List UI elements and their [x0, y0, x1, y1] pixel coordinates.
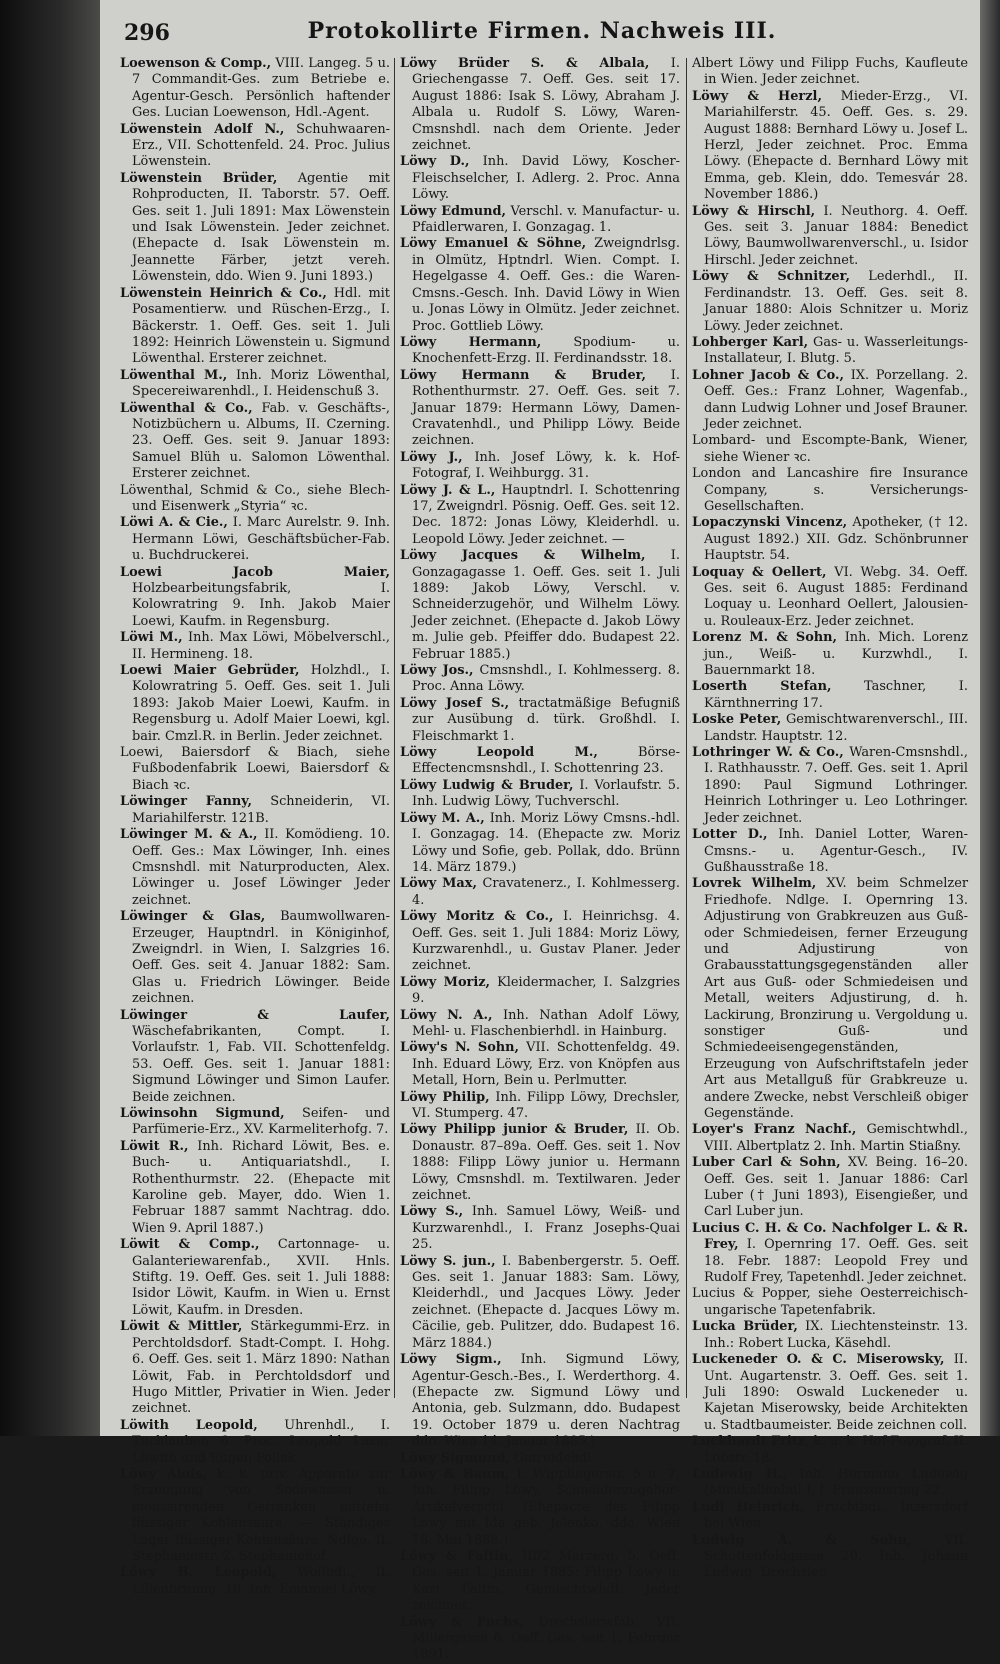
- firm-name: Lorenz M. & Sohn,: [692, 630, 838, 646]
- firm-name: Löwi M.,: [120, 630, 183, 646]
- directory-entry: [120, 1237, 390, 1319]
- directory-entry: [400, 548, 680, 663]
- directory-entry: [400, 368, 680, 450]
- directory-entry: [692, 745, 968, 827]
- entry-text: London and Lancashire fire Insurance Company, s. Versicherungs-Gesellschaften.: [692, 466, 968, 514]
- firm-name: Löwy Philip,: [400, 1089, 490, 1105]
- directory-entry: [692, 1319, 968, 1352]
- page-number: 296: [124, 20, 170, 46]
- firm-name: Loquay & Oellert,: [692, 564, 827, 580]
- directory-entry: [120, 401, 390, 483]
- entry-text: IX. Liechtensteinstr. 13. Inh.: Robert Lucka, Käsehdl.: [704, 1319, 968, 1351]
- entry-text: Inh. Richard Löwit, Bes. e. Buch- u. Antiquariatshdl., I. Rothenthurmstr. 22. (Ehepacte mit Karoline geb. Mayer, ddo. Wien 1. Februar 1887 sammt Nachtrag. ddo. Wien 9. April 1887.): [132, 1138, 390, 1236]
- column-divider: [686, 58, 687, 1398]
- directory-entry: [120, 56, 390, 122]
- firm-name: Löwy & Herzl,: [692, 88, 822, 104]
- firm-name: Loewi Jacob Maier,: [120, 564, 390, 580]
- entry-text: Inh. Hermann Ludewig (Musikalienhdl.), I. Franzensring 22.: [704, 1466, 968, 1499]
- directory-entry: [400, 1549, 680, 1615]
- firm-name: Löwy Josef S.,: [400, 695, 510, 711]
- entry-text: II. Unt. Augartenstr. 3. Oeff. Ges. seit 1. Juli 1890: Oswald Luckeneder u. Kajetan Miserowsky, beide Architekten u. Stadtbaumeister. Beide zeichnen coll.: [704, 1352, 968, 1433]
- firm-name: Löwy Jacques & Wilhelm,: [400, 548, 646, 564]
- entry-text: Gas- u. Wasserleitungs-Installateur, I. Blutg. 5.: [704, 334, 968, 367]
- directory-entry: [120, 122, 390, 171]
- directory-entry: [400, 1467, 680, 1549]
- directory-entry: [120, 630, 390, 663]
- directory-entry: [692, 515, 968, 564]
- entry-text: Loewi, Baiersdorf & Biach, siehe Fußbodenfabrik Loewi, Baiersdorf & Biach ꝛc.: [120, 745, 390, 793]
- firm-name: Löwy Edmund,: [400, 203, 506, 219]
- column-1: [120, 56, 391, 1597]
- entry-text: Lederhdl., II. Ferdinandstr. 13. Oeff. Ges. seit 8. Januar 1880: Alois Schnitzer u. Moriz Löwy. Jeder zeichnet.: [704, 269, 968, 334]
- directory-entry: [400, 778, 680, 811]
- directory-entry: [692, 466, 968, 515]
- firm-name: Löwy & Schnitzer,: [692, 269, 850, 285]
- firm-name: Löwy N. A.,: [400, 1007, 493, 1023]
- directory-entry: [120, 1139, 390, 1237]
- firm-name: Löwenthal M.,: [120, 367, 228, 383]
- entry-text: Inh. Nathan Adolf Löwy, Mehl- u. Flaschenbierhdl. in Hainburg.: [412, 1007, 680, 1039]
- firm-name: Löwy J. & L.,: [400, 482, 496, 498]
- firm-name: Loewi Maier Gebrüder,: [120, 663, 300, 679]
- entry-text: VII. Schottenfeldg. 49. Inh. Eduard Löwy, Erz. von Knöpfen aus Metall, Horn, Bein u. Perlmutter.: [412, 1040, 680, 1089]
- directory-entry: [120, 909, 390, 1007]
- directory-entry: [692, 1467, 968, 1500]
- firm-name: Löwit R.,: [120, 1138, 189, 1154]
- firm-name: Löwit & Mittler,: [120, 1319, 243, 1335]
- directory-entry: [120, 745, 390, 794]
- entry-text: Uhrenhdl., I. Tuchlauben 6. Proc. Leopold Lazar Löwith und Eugen Pollak.: [132, 1417, 390, 1466]
- firm-name: Löwy Max,: [400, 876, 477, 892]
- directory-entry: [400, 204, 680, 237]
- entry-text: Inh. Sigmund Löwy, Agentur-Gesch.-Bes., I. Werderthorg. 4. (Ehepacte zw. Sigmund Löwy und Antonia, geb. Sulzmann, ddo. Budapest 19. October 1879 u. deren Nachtrag ddo. Wien 14. Januar 1885.): [412, 1352, 680, 1450]
- entry-text: II. Ob. Donaustr. 87–89a. Oeff. Ges. seit 1. Nov 1888: Filipp Löwy junior u. Hermann Löwy, Cmsnshdl. m. Textilwaren. Jeder zeichnet.: [412, 1122, 680, 1204]
- entry-text: Spodium- u. Knochenfett-Erzg. II. Ferdinandsstr. 18.: [412, 334, 680, 367]
- entry-text: Cmsnshdl., I. Kohlmesserg. 8. Proc. Anna Löwy.: [412, 663, 680, 695]
- directory-entry: [692, 56, 968, 89]
- firm-name: Löwinger & Laufer,: [120, 1007, 390, 1023]
- directory-entry: [692, 630, 968, 679]
- entry-text: Gemischtwhdl., VIII. Albertplatz 2. Inh. Martin Stiaßny.: [704, 1122, 968, 1154]
- directory-entry: [400, 1352, 680, 1450]
- firm-name: Lucka Brüder,: [692, 1319, 798, 1335]
- entry-text: Schuhwaaren-Erz., VII. Schottenfeld. 24. Proc. Julius Löwenstein.: [132, 121, 390, 170]
- directory-entry: [400, 811, 680, 877]
- firm-name: Ludewig H.,: [692, 1466, 787, 1482]
- directory-entry: [120, 794, 390, 827]
- firm-name: Löwenstein Adolf N.,: [120, 121, 285, 137]
- directory-entry: [692, 712, 968, 745]
- entry-text: Gemischtwarenverschl., III. Landstr. Hauptstr. 12.: [704, 712, 968, 744]
- directory-entry: [120, 368, 390, 401]
- entry-text: I. Gonzagagasse 1. Oeff. Ges. seit 1. Juli 1889: Jakob Löwy, Verschl. v. Schneiderzugehör, und Wilhelm Löwy. Jeder zeichnet. (Ehepacte d. Jakob Löwy m. Julie geb. Pfeiffer ddo. Budapest 22. Februar 1885.): [412, 548, 680, 662]
- entry-text: Agentie mit Rohproducten, II. Taborstr. 57. Oeff. Ges. seit 1. Juli 1891: Max Löwenstein und Isak Löwenstein. Jeder zeichnet. (Ehepacte d. Isak Löwenstein m. Jeannette Färber, jetzt vereh. Löwenstein, ddo. Wien 9. Juni 1893.): [132, 170, 390, 285]
- firm-name: Löwith Leopold,: [120, 1417, 258, 1433]
- firm-name: Lovrek Wilhelm,: [692, 876, 817, 892]
- firm-name: Luckeneder O. & C. Miserowsky,: [692, 1352, 945, 1368]
- firm-name: Luckhardt Fritz,: [692, 1434, 810, 1450]
- entry-text: Inh. Moriz Löwenthal, Specereiwarenhdl., I. Heidenschuß 3.: [132, 367, 390, 400]
- directory-entry: [692, 1221, 968, 1287]
- entry-text: Inh. Samuel Löwy, Weiß- und Kurzwarenhdl., I. Franz Josephs-Quai 25.: [412, 1204, 680, 1253]
- entry-text: Börse-Effectencmsnshdl., I. Schottenring 23.: [412, 745, 680, 777]
- entry-text: II. Komödieng. 10. Oeff. Ges.: Max Löwinger, Inh. eines Cmsnshdl. mit Naturproducten, Alex. Löwinger u. Josef Löwinger Jeder zeichnet.: [132, 827, 390, 908]
- entry-text: Kleidermacher, I. Salzgries 9.: [412, 974, 680, 1007]
- firm-name: Löwy & Fuchs,: [400, 1614, 525, 1630]
- directory-entry: [400, 1615, 680, 1664]
- entry-text: Lucius & Popper, siehe Oesterreichisch-ungarische Tapetenfabrik.: [692, 1286, 968, 1318]
- entry-text: I. Opernring 17. Oeff. Ges. seit 18. Febr. 1887: Leopold Frey und Rudolf Frey, Tapetenhdl. Jeder zeichnet.: [704, 1237, 968, 1286]
- directory-entry: [400, 335, 680, 368]
- entry-text: Hauptndrl. I. Schottenring 17, Zweigndrl. Pösnig. Oeff. Ges. seit 12. Dec. 1872: Jonas Löwy, Kleiderhdl. u. Leopold Löwy. Jeder zeichnet. —: [412, 482, 680, 547]
- entry-text: Fruchthdl., Inzersdorf bei Wien.: [704, 1499, 968, 1532]
- entry-text: Mieder-Erzg., VI. Mariahilferstr. 45. Oeff. Ges. s. 29. August 1888: Bernhard Löwy u. Josef L. Herzl, Jeder zeichnet. Proc. Emma Löwy. (Ehepacte d. Bernhard Löwy mit Emma, geb. Klein, ddo. Temesvár 28. November 1886.): [704, 88, 968, 203]
- page-header: [124, 18, 960, 52]
- entry-text: Waren-Cmsnshdl., I. Rathhausstr. 7. Oeff. Ges. seit 1. April 1890: Paul Sigmund Lothringer. Heinrich Lothringer u. Leo Lothringer. Jeder zeichnet.: [704, 745, 968, 826]
- directory-entry: [120, 515, 390, 564]
- directory-entry: [400, 876, 680, 909]
- directory-entry: [692, 827, 968, 876]
- firm-name: Löwy & Faltin,: [400, 1548, 514, 1564]
- directory-entry: [692, 89, 968, 204]
- directory-entry: [120, 663, 390, 745]
- directory-entry: [692, 1122, 968, 1155]
- firm-name: Löwy Philipp junior & Bruder,: [400, 1122, 629, 1138]
- entry-text: Fab. v. Geschäfts-, Notizbüchern u. Albums, II. Czerning. 23. Oeff. Ges. seit 9. Januar 1893: Samuel Blüh u. Salomon Löwenthal. Ersterer zeichnet.: [132, 400, 390, 482]
- firm-name: Löwenthal & Co.,: [120, 400, 253, 416]
- entry-text: Albert Löwy und Filipp Fuchs, Kaufleute in Wien. Jeder zeichnet.: [692, 56, 968, 88]
- directory-entry: [400, 1254, 680, 1352]
- firm-name: Löwy Hermann & Bruder,: [400, 367, 646, 383]
- firm-name: Löwy Ludwig & Bruder,: [400, 777, 574, 793]
- entry-text: Inh. Mich. Lorenz jun., Weiß- u. Kurzwhdl., I. Bauernmarkt 18.: [704, 630, 968, 679]
- directory-entry: [692, 204, 968, 270]
- firm-name: Loserth Stefan,: [692, 679, 832, 695]
- directory-entry: [692, 368, 968, 434]
- directory-entry: [400, 154, 680, 203]
- entry-text: I. Vorlaufstr. 5. Inh. Ludwig Löwy, Tuchverschl.: [412, 777, 680, 810]
- firm-name: Loewenson & Comp.,: [120, 56, 272, 71]
- directory-entry: [692, 1352, 968, 1434]
- entry-text: Inh. Josef Löwy, k. k. Hof-Fotograf, I. Weihburgg. 31.: [412, 449, 681, 482]
- running-title: Protokollirte Firmen. Nachweis III.: [307, 18, 777, 44]
- entry-text: IX. Porzellang. 2. Oeff. Ges.: Franz Lohner, Wagenfab., dann Ludwig Lohner und Josef Brauner. Jeder zeichnet.: [704, 367, 968, 432]
- directory-entry: [400, 1204, 680, 1253]
- entry-text: III/2 Marzerg. 5. Oeff. Ges. seit 1. Januar 1885: Filipp Löwy u. Karl Faltin, Gemischtwhdl. Jeder zeichnet.: [412, 1548, 680, 1614]
- entry-text: k. k. priv. Apparate zur Erzeugung von Sodawasser u. moussirenden Getränken mittelst flüssiger Kohlensäure. — Ständiges Lager flüssiger Kohlensäure, Ndlge. II. Stephaniestr. 2. Stephaniehof.: [132, 1466, 390, 1564]
- firm-name: Löwi A. & Cie.,: [120, 515, 228, 531]
- directory-entry: [120, 827, 390, 909]
- firm-name: Löwenstein Brüder,: [120, 170, 278, 186]
- directory-entry: [120, 171, 390, 286]
- directory-entry: [120, 1319, 390, 1417]
- directory-entry: [400, 1090, 680, 1123]
- firm-name: Löwy J.,: [400, 449, 463, 465]
- entry-text: VIII. Langeg. 5 u. 7 Commandit-Ges. zum Betriebe e. Agentur-Gesch. Persönlich haftender Ges. Lucian Loewenson, Hdl.-Agent.: [132, 56, 390, 121]
- firm-name: Ludwig A. & Sohn,: [692, 1532, 912, 1548]
- firm-name: Löwinger Fanny,: [120, 794, 252, 810]
- entry-text: Inh. Moriz Löwy Cmsns.-hdl. I. Gonzagag. 14. (Ehepacte zw. Moriz Löwy und Sofie, geb. Pollak, ddo. Brünn 14. März 1879.): [412, 810, 680, 875]
- entry-text: Holzhdl., I. Kolowratring 5. Oeff. Ges. seit 1. Juli 1893: Jakob Maier Loewi, Kaufm. in Regensburg u. Adolf Maier Loewi, kgl. bair. Cmzl.R. in Berlin. Jeder zeichnet.: [132, 663, 390, 744]
- entry-text: Holzbearbeitungsfabrik, I. Kolowratring 9. Inh. Jakob Maier Loewi, Kaufm. in Regensburg.: [132, 581, 390, 629]
- directory-entry: [400, 663, 680, 696]
- entry-text: Inh. Max Löwi, Möbelverschl., II. Hermineng. 18.: [132, 630, 391, 662]
- directory-entry: [692, 679, 968, 712]
- directory-entry: [692, 1533, 968, 1582]
- entry-text: Löwenthal, Schmid & Co., siehe Blech- und Eisenwerk „Styria“ ꝛc.: [120, 482, 390, 514]
- entry-text: VI. Webg. 34. Oeff. Ges. seit 6. August 1885: Ferdinand Loquay u. Leonhard Oellert, Jalousien- u. Rouleaux-Erz. Jeder zeichnet.: [704, 564, 968, 629]
- firm-name: Löwit & Comp.,: [120, 1237, 260, 1253]
- firm-name: Löwenstein Heinrich & Co.,: [120, 285, 327, 301]
- entry-text: Drechslerwfab., VII. Millergasse 6. Oeff. Ges. seit 1. Februar 1891:: [412, 1614, 680, 1663]
- firm-name: Lotter D.,: [692, 827, 768, 843]
- firm-name: Löwinsohn Sigmund,: [120, 1106, 285, 1121]
- entry-text: I. Griechengasse 7. Oeff. Ges. seit 17. August 1886: Isak S. Löwy, Abraham J. Albala u. Rudolf S. Löwy, Waren-Cmsnshdl. nach dem Oriente. Jeder zeichnet.: [412, 56, 680, 154]
- entry-text: tractatmäßige Befugniß zur Ausübung d. türk. Großhdl. I. Fleischmarkt 1.: [412, 695, 680, 744]
- entry-text: Verschl. v. Manufactur- u. Pfaidlerwaren, I. Gonzagag. 1.: [412, 203, 680, 236]
- page-edge: [980, 0, 1000, 1436]
- entry-text: I. Babenbergerstr. 5. Oeff. Ges. seit 1. Januar 1883: Sam. Löwy, Kleiderhdl., und Jacques Löwy. Jeder zeichnet. (Ehepacte d. Jacques Löwy m. Cäcilie, geb. Pulitzer, ddo. Budapest 16. März 1884.): [412, 1253, 680, 1351]
- entry-text: Hdl. mit Posamentierw. und Rüschen-Erzg., I. Bäckerstr. 1. Oeff. Ges. seit 1. Juli 1892: Heinrich Löwenstein u. Sigmund Löwenthal. Ersterer zeichnet.: [132, 285, 390, 367]
- directory-entry: [692, 1434, 968, 1467]
- firm-name: Löwy Brüder S. & Albala,: [400, 56, 650, 71]
- firm-name: Ludl Heinrich,: [692, 1499, 805, 1515]
- directory-entry: [120, 1008, 390, 1106]
- firm-name: Löwy Sigmund,: [400, 1450, 510, 1466]
- entry-text: XV. beim Schmelzer Friedhofe. Ndlge. I. Opernring 13. Adjustirung von Grabkreuzen aus Guß- oder Schmiedeisen, ferner Erzeugung und Adjustirung von Grabausstattungsgegenständen aller Art aus Guß- oder Schmiedeisen und Metall, weiters Adjustirung, d. h. Lackirung, Bronzirung u. Vergoldung u. sonstiger Guß- und Schmiedeeisengegenständen, Erzeugung von Aufschriftstafeln jeder Art aus Metallguß für Grabkreuze u. andere Zwecke, nebst Verschleiß obiger Gegenstände.: [704, 876, 968, 1121]
- directory-entry: [400, 450, 680, 483]
- firm-name: Löwy's N. Sohn,: [400, 1040, 520, 1056]
- directory-entry: [400, 1008, 680, 1041]
- entry-text: Cartonnage- u. Galanteriewarenfab., XVII. Hnls. Stiftg. 19. Oeff. Ges. seit 1. Juli 1888: Isidor Löwit, Kaufm. in Wien u. Ernst Löwit, Kaufm. in Dresden.: [132, 1237, 390, 1318]
- firm-name: Löwy & Hirschl,: [692, 203, 816, 219]
- directory-entry: [120, 1418, 390, 1467]
- firm-name: Löwinger & Glas,: [120, 909, 266, 925]
- entry-text: Inh. David Löwy, Koscher-Fleischselcher, I. Adlerg. 2. Proc. Anna Löwy.: [412, 154, 680, 203]
- directory-entry: [692, 876, 968, 1122]
- entry-text: I. Rothenthurmstr. 27. Oeff. Ges. seit 7. Januar 1879: Hermann Löwy, Damen-Cravatenhdl., und Philipp Löwy. Beide zeichnen.: [412, 367, 680, 449]
- directory-entry: [400, 745, 680, 778]
- column-2: [400, 56, 681, 1663]
- firm-name: Loyer's Franz Nachf.,: [692, 1122, 857, 1138]
- entry-text: Wollhdl., II. Lilienbrunng. 18. Inh. Emanuel Löwy.: [132, 1565, 390, 1597]
- firm-name: Lohner Jacob & Co.,: [692, 367, 844, 383]
- firm-name: Luber Carl & Sohn,: [692, 1155, 841, 1171]
- entry-text: I. Marc Aurelstr. 9. Inh. Hermann Löwi, Geschäftsbücher-Fab. u. Buchdruckerei.: [132, 515, 390, 564]
- firm-name: Löwy Hermann,: [400, 334, 542, 350]
- entry-text: Lombard- und Escompte-Bank, Wiener, siehe Wiener ꝛc.: [692, 433, 968, 465]
- firm-name: Löwy M. A.,: [400, 810, 485, 826]
- directory-entry: [120, 483, 390, 516]
- firm-name: Lucius C. H. & Co. Nachfolger L. & R. Frey,: [692, 1220, 968, 1253]
- column-3: [692, 56, 968, 1581]
- directory-entry: [400, 1122, 680, 1204]
- entry-text: Zweigndrlsg. in Olmütz, Hptndrl. Wien. Compt. I. Hegelgasse 4. Oeff. Ges.: die Waren-Cmsns.-Gesch. Inh. David Löwy in Wien u. Jonas Löwy in Olmütz. Jeder zeichnet. Proc. Gottlieb Löwy.: [412, 236, 680, 334]
- firm-name: Löwy & Baum,: [400, 1466, 510, 1482]
- directory-entry: [120, 1565, 390, 1598]
- firm-name: Löwy Sigm.,: [400, 1352, 502, 1368]
- firm-name: Löwy Moriz,: [400, 974, 491, 990]
- entry-text: Seifen- und Parfümerie-Erz., XV. Karmeliterhofg. 7.: [132, 1106, 390, 1138]
- entry-text: I. Neuthorg. 4. Oeff. Ges. seit 3. Januar 1884: Benedict Löwy, Baumwollwarenverschl., u. Isidor Hirschl. Jeder zeichnet.: [704, 203, 968, 268]
- directory-entry: [120, 286, 390, 368]
- entry-text: Inh. Daniel Lotter, Waren-Cmsns.- u. Agentur-Gesch., IV. Gußhausstraße 18.: [704, 827, 968, 875]
- book-gutter: [0, 0, 100, 1436]
- entry-text: Cravatenerz., I. Kohlmesserg. 4.: [412, 876, 680, 908]
- directory-entry: [400, 696, 680, 745]
- firm-name: Löwy Alois,: [120, 1466, 207, 1482]
- directory-entry: [400, 236, 680, 334]
- entry-text: Schneiderin, VI. Mariahilferstr. 121B.: [132, 794, 390, 826]
- directory-entry: [692, 1155, 968, 1221]
- firm-name: Löwy Leopold M.,: [400, 745, 598, 761]
- document-page: [100, 0, 980, 1663]
- entry-text: I. Wipplingerstr. 5 u. 7. Inh. Filipp Löwy, Schneiderzugehör-Artikelverschl. (Ehepacte des Filipp Löwy mit Ida geb. Jelenko, ddo. Wien 18. Mai 1888.): [412, 1466, 680, 1548]
- entry-text: XV. Being. 16–20. Oeff. Ges. seit 1. Januar 1886: Carl Luber († Juni 1893), Eisengießer, und Carl Luber jun.: [704, 1155, 968, 1220]
- firm-name: Löwy D.,: [400, 154, 470, 170]
- directory-entry: [400, 1451, 680, 1467]
- directory-entry: [692, 1500, 968, 1533]
- firm-name: Löwy Jos.,: [400, 663, 474, 679]
- entry-text: Apotheker, († 12. August 1892.) XII. Gdz. Schönbrunner Hauptstr. 54.: [704, 515, 968, 564]
- firm-name: Löwy B. Leopold,: [120, 1565, 277, 1581]
- directory-entry: [692, 1286, 968, 1319]
- entry-text: k. u. k. Hof-Fotograf, II. Lobstr. 18.: [704, 1434, 968, 1466]
- firm-name: Lohberger Karl,: [692, 334, 809, 350]
- directory-entry: [400, 909, 680, 975]
- column-divider: [394, 58, 395, 1398]
- firm-name: Löwy Emanuel & Söhne,: [400, 236, 587, 252]
- directory-entry: [692, 433, 968, 466]
- entry-text: Wäschefabrikanten, Compt. I. Vorlaufstr. 1, Fab. VII. Schottenfeldg. 53. Oeff. Ges. seit 1. Januar 1881: Sigmund Löwinger und Simon Laufer. Beide zeichnen.: [132, 1023, 390, 1105]
- firm-name: Lothringer W. & Co.,: [692, 745, 844, 761]
- directory-entry: [400, 483, 680, 549]
- entry-text: Inh. Filipp Löwy, Drechsler, VI. Stumperg. 47.: [412, 1089, 681, 1121]
- entry-text: VII. Schottenfeldgasse 20. Inh. Johann Ludwig, Drechsler.: [704, 1532, 968, 1581]
- directory-entry: [120, 565, 390, 631]
- directory-entry: [692, 335, 968, 368]
- firm-name: Lopaczynski Vincenz,: [692, 515, 848, 531]
- entry-text: Stärkegummi-Erz. in Perchtoldsdorf. Stadt-Compt. I. Hohg. 6. Oeff. Ges. seit 1. März 1890: Nathan Löwit, Fab. in Perchtoldsdorf und Hugo Mittler, Privatier in Wien. Jeder zeichnet.: [132, 1319, 390, 1417]
- entry-text: Getreidehdl.: [513, 1450, 596, 1466]
- directory-entry: [400, 975, 680, 1008]
- directory-entry: [120, 1106, 390, 1139]
- firm-name: Löwinger M. & A.,: [120, 827, 258, 843]
- directory-entry: [692, 269, 968, 335]
- directory-entry: [400, 1040, 680, 1089]
- firm-name: Loske Peter,: [692, 712, 782, 728]
- entry-text: Baumwollwaren-Erzeuger, Hauptndrl. in Königinhof, Zweigndrl. in Wien, I. Salzgries 16. Oeff. Ges. seit 4. Januar 1882: Sam. Glas u. Friedrich Löwinger. Beide zeichnen.: [132, 909, 390, 1007]
- firm-name: Löwy S.,: [400, 1204, 464, 1220]
- firm-name: Löwy Moritz & Co.,: [400, 909, 554, 925]
- directory-entry: [120, 1467, 390, 1565]
- directory-entry: [400, 56, 680, 154]
- entry-text: I. Heinrichsg. 4. Oeff. Ges. seit 1. Juli 1884: Moriz Löwy, Kurzwarenhdl., u. Gustav Planer. Jeder zeichnet.: [412, 909, 680, 974]
- entry-text: Taschner, I. Kärnthnerring 17.: [704, 679, 968, 711]
- directory-entry: [692, 565, 968, 631]
- firm-name: Löwy S. jun.,: [400, 1253, 496, 1269]
